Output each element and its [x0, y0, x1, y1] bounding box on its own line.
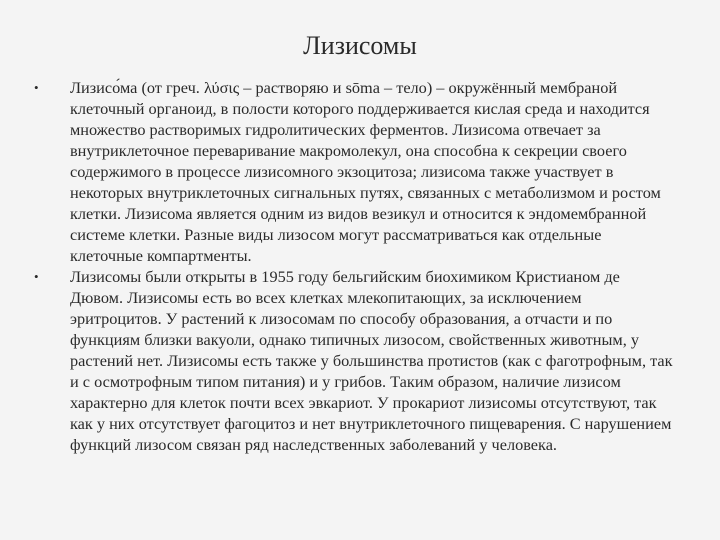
bullet-marker: •: [34, 269, 39, 284]
slide-title: Лизисомы: [303, 31, 417, 60]
bullet-item-definition: [34, 77, 674, 266]
bullet-item-discovery: [34, 266, 674, 455]
bullet-list: [34, 77, 674, 455]
bullet-text-discovery: Лизисомы были открыты в 1955 году бельгийским биохимиком Кристианом де Дювом. Лизисомы есть во всех клетках млекопитающих, за исключением эритроцитов. У растений к лизосомам по способу образования, а отчасти и по функциям близки вакуоли, однако типичных лизосом, свойственных животным, у растений нет. Лизисомы есть также у большинства протистов (как с фаготрофным, так и с осмотрофным типом питания) и у грибов. Таким образом, наличие лизисом характерно для клеток почти всех эвкариот. У прокариот лизисомы отсутствуют, так как у них отсутствует фагоцитоз и нет внутриклеточного пищеварения. С нарушением функций лизосом связан ряд наследственных заболеваний у человека.: [70, 267, 673, 454]
bullet-marker: •: [34, 80, 39, 95]
bullet-text-definition: Лизисо́ма (от греч. λύσις – растворяю и sōma – тело) – окружённый мембраной клеточный органоид, в полости которого поддерживается кислая среда и находится множество растворимых гидролитических ферментов. Лизисома отвечает за внутриклеточное переваривание макромолекул, она способна к секреции своего содержимого в процессе лизисомного экзоцитоза; лизисома также участвует в некоторых внутриклеточных сигнальных путях, связанных с метаболизмом и ростом клетки. Лизисома является одним из видов везикул и относится к эндомембранной системе клетки. Разные виды лизосом могут рассматриваться как отдельные клеточные компартменты.: [70, 78, 661, 265]
